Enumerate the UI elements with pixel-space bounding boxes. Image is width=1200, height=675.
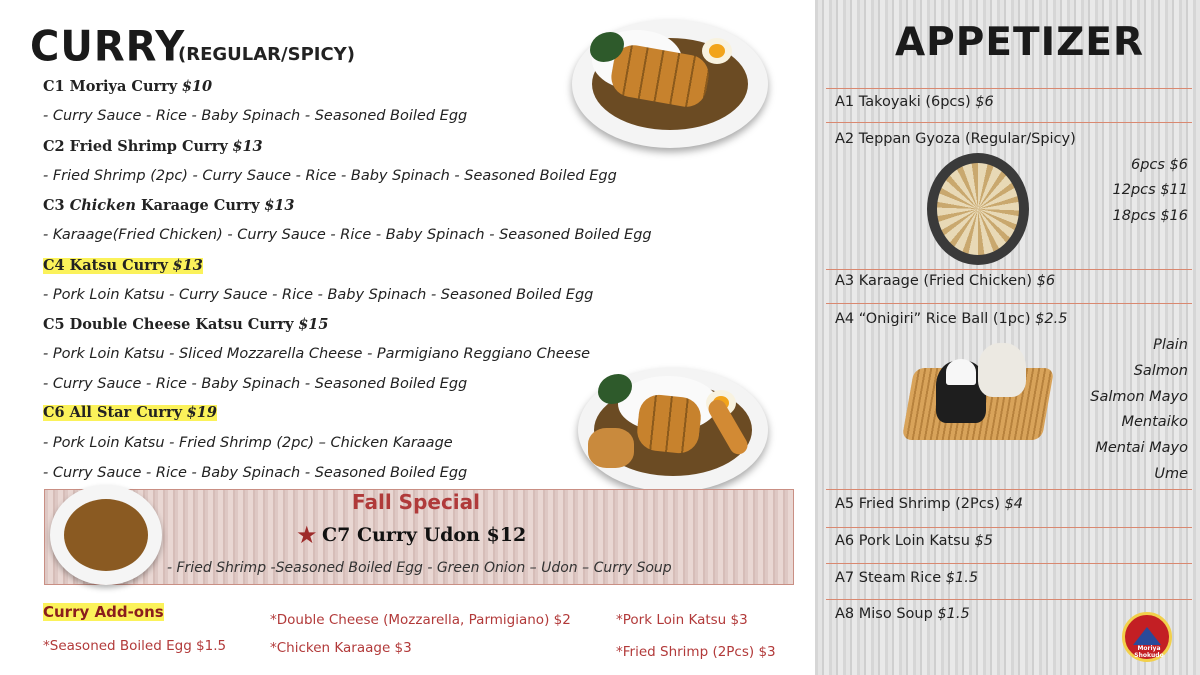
- appetizer-option: Plain: [1153, 337, 1188, 353]
- menu-item-c7-desc: - Fried Shrimp -Seasoned Boiled Egg - Green Onion – Udon – Curry Soup: [167, 560, 672, 576]
- appetizer-item-a8: A8 Miso Soup $1.5: [835, 606, 970, 622]
- star-icon: ★: [296, 521, 318, 549]
- appetizer-item-a7: A7 Steam Rice $1.5: [835, 570, 979, 586]
- menu-item-c5: C5 Double Cheese Katsu Curry $15: [43, 316, 329, 333]
- menu-item-c1: C1 Moriya Curry $10: [43, 78, 213, 95]
- menu-item-c3: C3 Chicken Karaage Curry $13: [43, 197, 295, 214]
- onigiri-photo: [908, 343, 1048, 443]
- mountain-icon: [1133, 627, 1161, 645]
- appetizer-option: Mentaiko: [1121, 414, 1188, 430]
- menu-item-c2-desc: - Fried Shrimp (2pc) - Curry Sauce - Rice - Baby Spinach - Seasoned Boiled Egg: [43, 168, 617, 184]
- appetizer-item-a4: A4 “Onigiri” Rice Ball (1pc) $2.5: [835, 311, 1068, 327]
- curry-title: CURRY: [30, 22, 186, 72]
- appetizer-item-a2: A2 Teppan Gyoza (Regular/Spicy): [835, 131, 1076, 147]
- appetizer-title: APPETIZER: [895, 20, 1145, 65]
- menu-item-c5-desc2: - Curry Sauce - Rice - Baby Spinach - Seasoned Boiled Egg: [43, 376, 468, 392]
- addon-item: *Pork Loin Katsu $3: [616, 612, 748, 628]
- menu-item-c4: C4 Katsu Curry $13: [43, 257, 203, 274]
- curry-udon-photo: [50, 485, 162, 585]
- appetizer-option: 12pcs $11: [1112, 182, 1188, 198]
- menu-item-c1-desc: - Curry Sauce - Rice - Baby Spinach - Seasoned Boiled Egg: [43, 108, 468, 124]
- addon-item: *Fried Shrimp (2Pcs) $3: [616, 644, 776, 660]
- appetizer-option: Salmon: [1133, 363, 1188, 379]
- menu-item-c6: C6 All Star Curry $19: [43, 404, 217, 421]
- menu-item-c2: C2 Fried Shrimp Curry $13: [43, 138, 263, 155]
- all-star-curry-photo: [578, 368, 768, 492]
- appetizer-option: Salmon Mayo: [1090, 389, 1188, 405]
- menu-item-c6-desc: - Pork Loin Katsu - Fried Shrimp (2pc) – Chicken Karaage: [43, 435, 453, 451]
- gyoza-photo: [927, 153, 1029, 265]
- menu-item-c3-desc: - Karaage(Fried Chicken) - Curry Sauce - Rice - Baby Spinach - Seasoned Boiled Egg: [43, 227, 652, 243]
- katsu-curry-photo: [572, 20, 768, 148]
- menu-item-c7: C7 Curry Udon $12: [322, 524, 527, 546]
- addon-item: *Double Cheese (Mozzarella, Parmigiano) $2: [270, 612, 571, 628]
- logo-text: Moriya Shokudo: [1134, 645, 1164, 659]
- appetizer-option: 18pcs $16: [1112, 208, 1188, 224]
- addon-item: *Seasoned Boiled Egg $1.5: [43, 638, 227, 654]
- appetizer-item-a5: A5 Fried Shrimp (2Pcs) $4: [835, 496, 1023, 512]
- appetizer-item-a3: A3 Karaage (Fried Chicken) $6: [835, 273, 1056, 289]
- fall-special-title: Fall Special: [352, 490, 481, 514]
- appetizer-item-a1: A1 Takoyaki (6pcs) $6: [835, 94, 994, 110]
- menu-item-c5-desc: - Pork Loin Katsu - Sliced Mozzarella Cheese - Parmigiano Reggiano Cheese: [43, 346, 591, 362]
- appetizer-item-a6: A6 Pork Loin Katsu $5: [835, 533, 993, 549]
- menu-item-c4-desc: - Pork Loin Katsu - Curry Sauce - Rice - Baby Spinach - Seasoned Boiled Egg: [43, 287, 594, 303]
- appetizer-option: Ume: [1154, 466, 1188, 482]
- curry-subtitle: (REGULAR/SPICY): [178, 44, 355, 65]
- addons-title: Curry Add-ons: [43, 603, 164, 621]
- appetizer-option: Mentai Mayo: [1095, 440, 1188, 456]
- menu-item-c6-desc2: - Curry Sauce - Rice - Baby Spinach - Seasoned Boiled Egg: [43, 465, 468, 481]
- moriya-shokudo-logo: [1122, 612, 1172, 662]
- addon-item: *Chicken Karaage $3: [270, 640, 412, 656]
- appetizer-option: 6pcs $6: [1130, 157, 1188, 173]
